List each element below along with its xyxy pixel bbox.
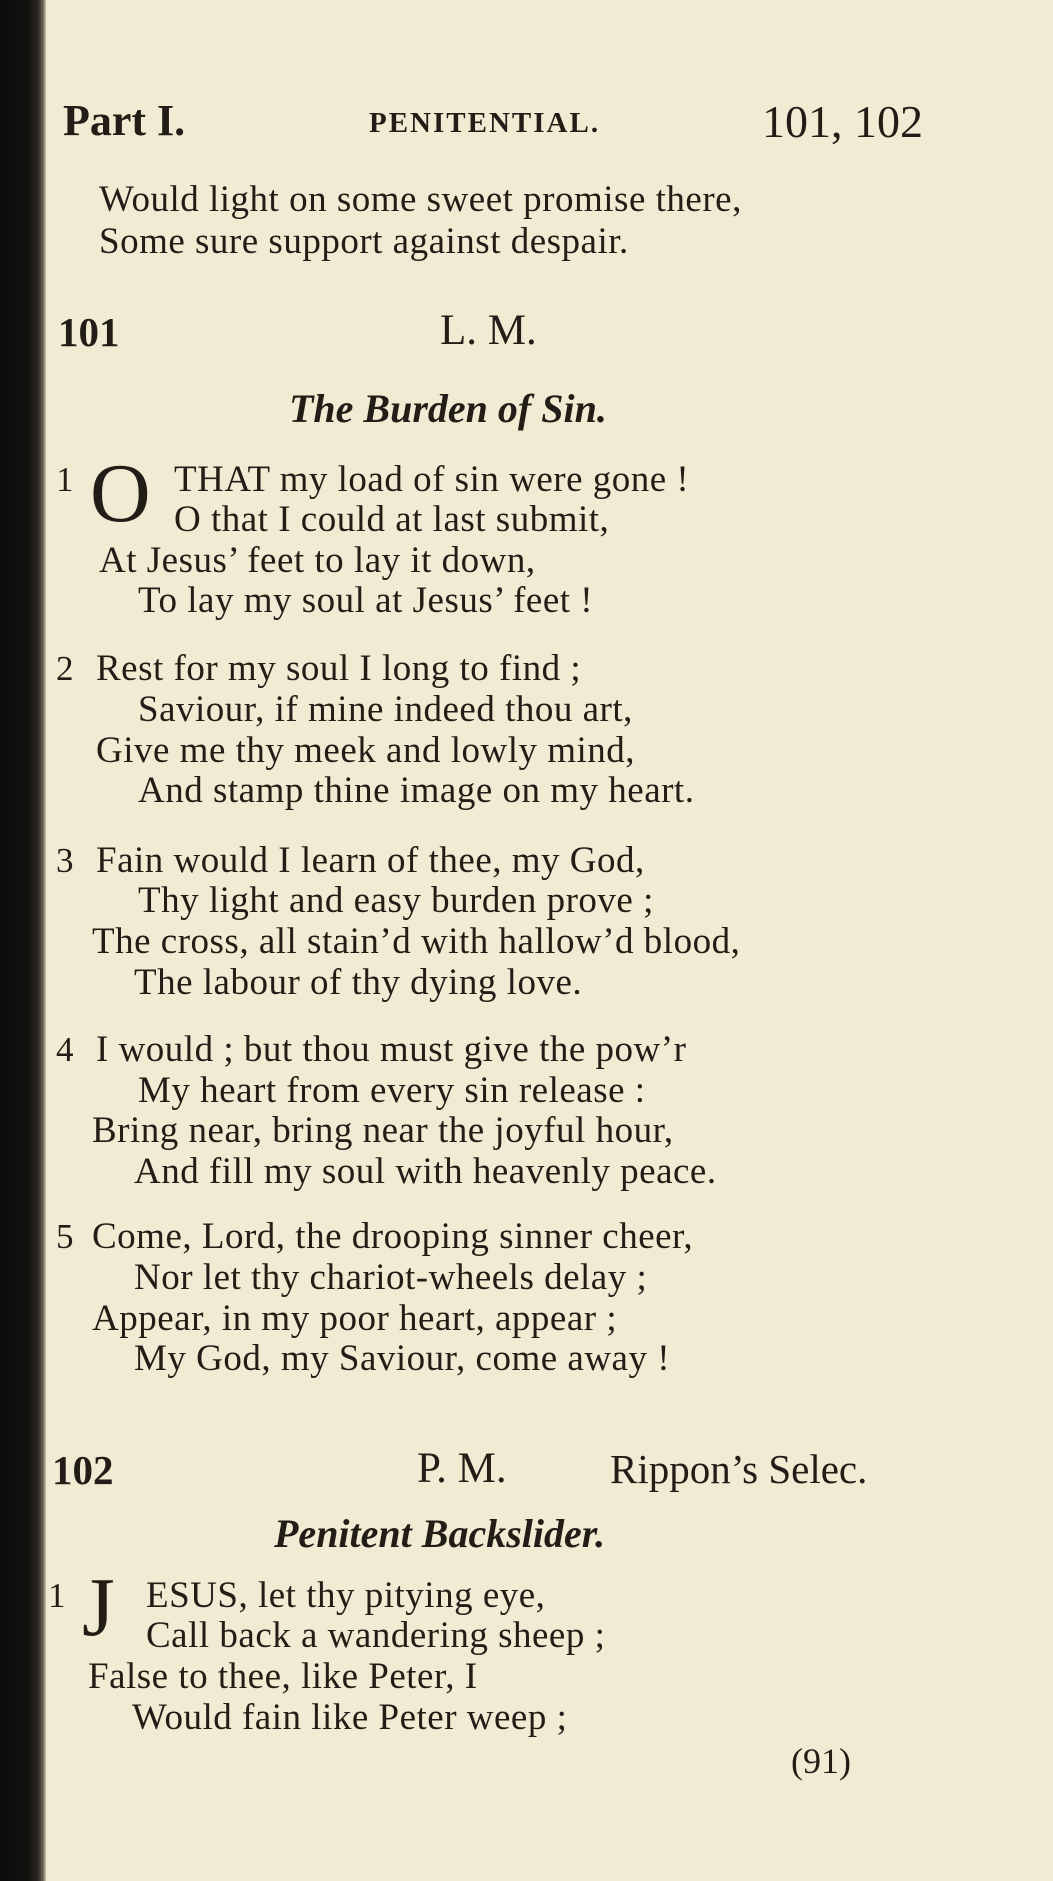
hymn-meter: L. M. bbox=[440, 307, 537, 354]
verse-line: The cross, all stain’d with hallow’d blood, bbox=[92, 921, 741, 962]
verse-line: O that I could at last submit, bbox=[174, 499, 610, 540]
hymn-source: Rippon’s Selec. bbox=[610, 1446, 868, 1492]
hymnal-page bbox=[46, 0, 1053, 1881]
verse-line: Call back a wandering sheep ; bbox=[146, 1615, 606, 1656]
verse-line: Rest for my soul I long to find ; bbox=[96, 648, 582, 689]
verse-line: ESUS, let thy pitying eye, bbox=[146, 1575, 546, 1616]
carryover-line: Would light on some sweet promise there, bbox=[99, 179, 742, 220]
hymn-number: 102 bbox=[52, 1447, 114, 1493]
stanza-number: 2 bbox=[56, 649, 74, 688]
verse-line: False to thee, like Peter, I bbox=[88, 1656, 478, 1697]
verse-line: THAT my load of sin were gone ! bbox=[174, 459, 690, 500]
stanza-number: 1 bbox=[56, 460, 74, 499]
verse-line: And stamp thine image on my heart. bbox=[138, 770, 695, 811]
verse-line: Would fain like Peter weep ; bbox=[132, 1697, 568, 1738]
drop-capital: J bbox=[82, 1561, 115, 1654]
hymn-number: 101 bbox=[58, 309, 120, 355]
verse-line: Bring near, bring near the joyful hour, bbox=[92, 1110, 674, 1151]
carryover-line: Some sure support against despair. bbox=[99, 221, 629, 262]
book-spine-shadow bbox=[0, 0, 46, 1881]
verse-line: I would ; but thou must give the pow’r bbox=[96, 1029, 687, 1070]
verse-line: Fain would I learn of thee, my God, bbox=[96, 840, 645, 881]
verse-line: Appear, in my poor heart, appear ; bbox=[92, 1298, 618, 1339]
verse-line: At Jesus’ feet to lay it down, bbox=[99, 540, 536, 581]
hymn-numbers-header: 101, 102 bbox=[762, 96, 923, 147]
stanza-number: 5 bbox=[56, 1217, 74, 1256]
stanza-number: 3 bbox=[56, 841, 74, 880]
drop-capital: O bbox=[90, 447, 151, 540]
verse-line: Nor let thy chariot-wheels delay ; bbox=[134, 1257, 648, 1298]
hymn-meter: P. M. bbox=[417, 1445, 507, 1492]
verse-line: The labour of thy dying love. bbox=[134, 962, 583, 1003]
verse-line: Come, Lord, the drooping sinner cheer, bbox=[92, 1216, 694, 1257]
verse-line: My heart from every sin release : bbox=[138, 1070, 646, 1111]
verse-line: To lay my soul at Jesus’ feet ! bbox=[138, 580, 594, 621]
hymn-title: Penitent Backslider. bbox=[274, 1511, 606, 1556]
verse-line: And fill my soul with heavenly peace. bbox=[134, 1151, 717, 1192]
verse-line: My God, my Saviour, come away ! bbox=[134, 1338, 671, 1379]
hymn-title: The Burden of Sin. bbox=[289, 386, 607, 431]
stanza-number: 4 bbox=[56, 1030, 74, 1069]
verse-line: Give me thy meek and lowly mind, bbox=[96, 730, 636, 771]
verse-line: Saviour, if mine indeed thou art, bbox=[138, 689, 633, 730]
verse-line: Thy light and easy burden prove ; bbox=[138, 880, 654, 921]
page-folio: (91) bbox=[791, 1741, 851, 1781]
stanza-number: 1 bbox=[48, 1576, 66, 1615]
part-label: Part I. bbox=[63, 96, 186, 145]
section-heading: PENITENTIAL. bbox=[369, 107, 601, 139]
